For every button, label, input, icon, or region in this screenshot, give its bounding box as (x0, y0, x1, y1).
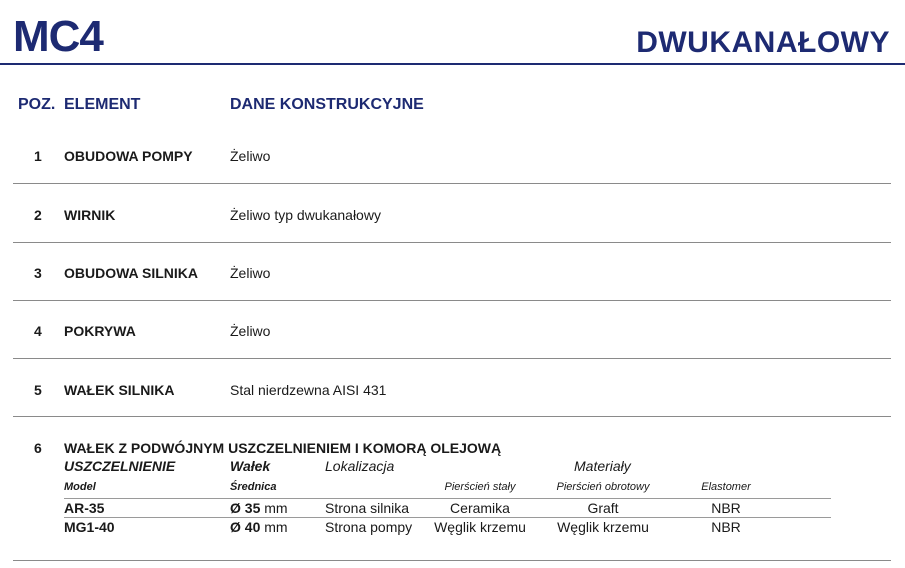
column-header-poz: POZ. (18, 96, 56, 113)
row-element: OBUDOWA SILNIKA (64, 265, 199, 281)
row-dane: Żeliwo typ dwukanałowy (230, 207, 381, 223)
page-subtitle: DWUKANAŁOWY (636, 26, 890, 59)
seal-subheader-elastomer: Elastomer (701, 481, 751, 493)
seal-header-uszczelnienie: USZCZELNIENIE (64, 458, 176, 474)
row-divider (13, 358, 891, 359)
row-dane: Stal nierdzewna AISI 431 (230, 382, 387, 398)
row-dane: Żeliwo (230, 323, 271, 339)
seal-header-walek: Wałek (230, 458, 271, 474)
row-number: 5 (34, 382, 42, 398)
seal-elastomer: NBR (711, 519, 741, 535)
row-number: 2 (34, 207, 42, 223)
seal-diameter (230, 519, 288, 535)
seal-divider (64, 498, 831, 499)
seal-model: AR-35 (64, 500, 105, 516)
seal-subheader-obrotowy: Pierścień obrotowy (556, 481, 650, 493)
seal-rotating-ring: Węglik krzemu (557, 519, 649, 535)
seal-stationary-ring: Węglik krzemu (434, 519, 526, 535)
seal-location: Strona pompy (325, 519, 413, 535)
row-element: POKRYWA (64, 323, 136, 339)
seal-model: MG1-40 (64, 519, 115, 535)
row-dane: Żeliwo (230, 265, 271, 281)
column-header-dane: DANE KONSTRUKCYJNE (230, 96, 424, 113)
seal-divider (64, 517, 831, 518)
row-divider (13, 242, 891, 243)
seal-diameter (230, 500, 288, 516)
seal-elastomer: NBR (711, 500, 741, 516)
row-divider (13, 300, 891, 301)
seal-diameter-unit: mm (264, 519, 288, 535)
seal-header-lokalizacja: Lokalizacja (325, 458, 395, 474)
row-dane: Żeliwo (230, 148, 271, 164)
seal-diameter-value: Ø 35 (230, 500, 261, 516)
page-title: MC4 (13, 12, 103, 61)
seal-title: WAŁEK Z PODWÓJNYM USZCZELNIENIEM I KOMORĄ OLEJOWĄ (64, 440, 502, 456)
seal-rotating-ring: Graft (587, 500, 619, 516)
row-number: 4 (34, 323, 42, 339)
seal-location: Strona silnika (325, 500, 410, 516)
row-divider (13, 560, 891, 561)
row-number: 1 (34, 148, 42, 164)
row-element: WAŁEK SILNIKA (64, 382, 175, 398)
row-element: OBUDOWA POMPY (64, 148, 193, 164)
column-header-element: ELEMENT (64, 96, 141, 113)
row-divider (13, 183, 891, 184)
seal-diameter-unit: mm (264, 500, 288, 516)
seal-subheader-srednica: Średnica (230, 481, 277, 493)
row-divider (13, 416, 891, 417)
header-divider (0, 63, 905, 65)
seal-subheader-model: Model (64, 481, 96, 493)
row-element: WIRNIK (64, 207, 116, 223)
seal-stationary-ring: Ceramika (450, 500, 510, 516)
row-number: 6 (34, 440, 42, 456)
seal-subheader-staly: Pierścień stały (444, 481, 516, 493)
seal-header-materialy: Materiały (574, 458, 631, 474)
seal-diameter-value: Ø 40 (230, 519, 261, 535)
row-number: 3 (34, 265, 42, 281)
